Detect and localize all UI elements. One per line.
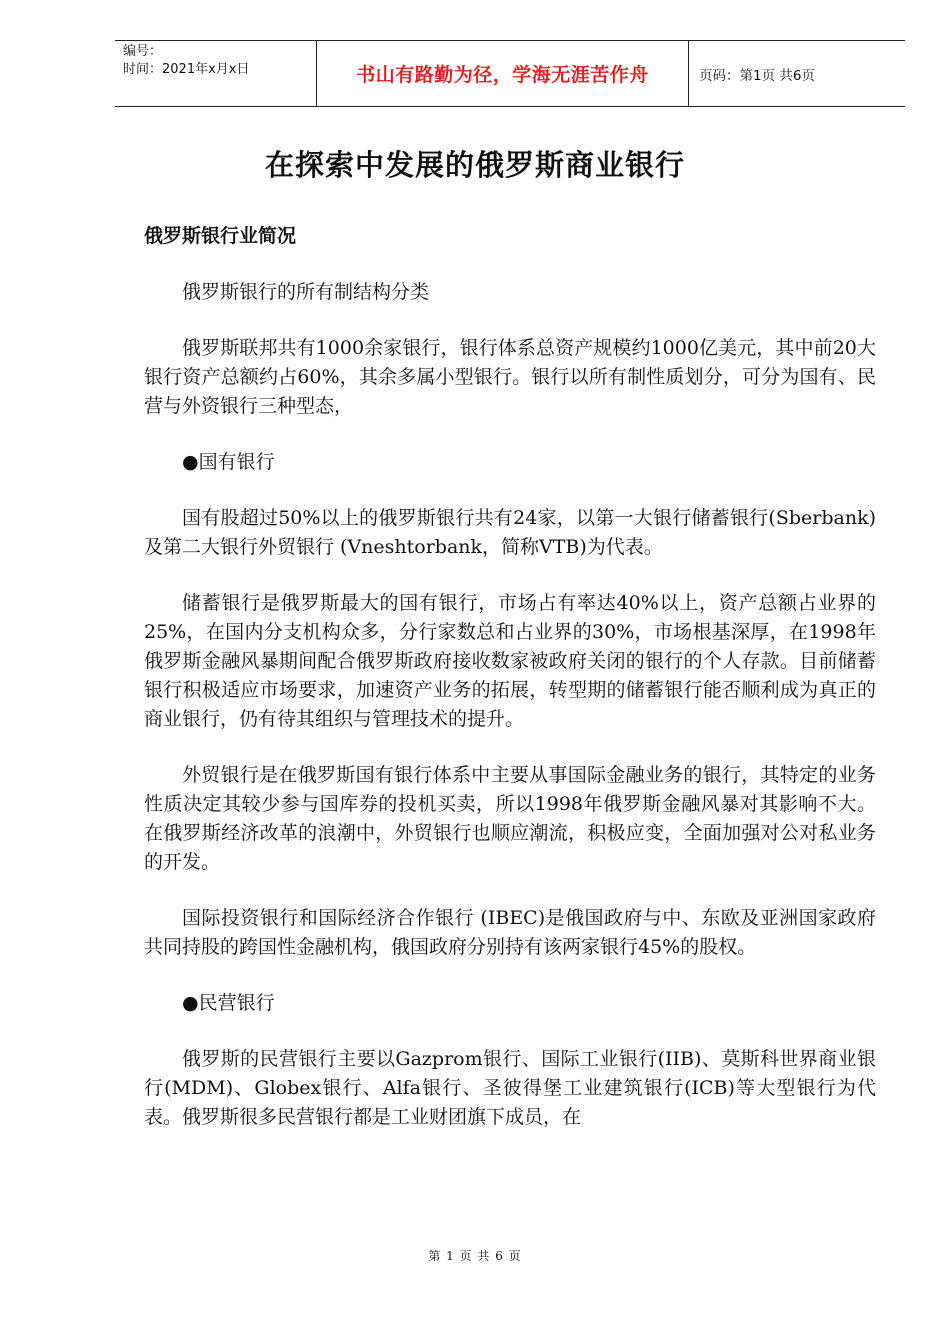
bullet-state-banks: ●国有银行 — [182, 451, 275, 473]
paragraph-vtb: 外贸银行是在俄罗斯国有银行体系中主要从事国际金融业务的银行，其特定的业务性质决定其较少参与国库券的投机买卖，所以1998年俄罗斯金融风暴对其影响不大。在俄罗斯经济改革的浪潮中，外贸银行也顺应潮流，积极应变，全面加强对公对私业务的开发。 — [144, 764, 876, 873]
header-table — [115, 40, 905, 107]
header-meta-cell — [115, 41, 317, 106]
paragraph-sberbank: 储蓄银行是俄罗斯最大的国有银行，市场占有率达40%以上，资产总额占业界的25%，在国内分支机构众多，分行家数总和占业界的30%，市场根基深厚，在1998年俄罗斯金融风暴期间配合俄罗斯政府接收数家被政府关闭的银行的个人存款。目前储蓄银行积极适应市场要求，加速资产业务的拓展，转型期的储蓄银行能否顺利成为真正的商业银行，仍有待其组织与管理技术的提升。 — [144, 592, 876, 730]
paragraph-ibec: 国际投资银行和国际经济合作银行 (IBEC)是俄国政府与中、东欧及亚洲国家政府共同持股的跨国性金融机构，俄国政府分别持有该两家银行45%的股权。 — [144, 907, 876, 958]
header-motto: 书山有路勤为径，学海无涯苦作舟 — [317, 41, 689, 106]
document-title: 在探索中发展的俄罗斯商业银行 — [264, 148, 685, 182]
document-number-label: 编号： — [123, 44, 163, 59]
paragraph-state-banks: 国有股超过50%以上的俄罗斯银行共有24家，以第一大银行储蓄银行(Sberbank)及第二大银行外贸银行 (Vneshtorbank，简称VTB)为代表。 — [144, 507, 876, 558]
document-time-label: 时间：2021年x月x日 — [123, 62, 250, 77]
paragraph-private-banks: 俄罗斯的民营银行主要以Gazprom银行、国际工业银行(IIB)、莫斯科世界商业银行(MDM)、Globex银行、Alfa银行、圣彼得堡工业建筑银行(ICB)等大型银行为代表。俄罗斯很多民营银行都是工业财团旗下成员，在 — [144, 1048, 876, 1128]
page-footer: 第 1 页 共 6 页 — [428, 1249, 522, 1263]
header-page-info: 页码：第1页 共6页 — [699, 67, 815, 84]
bullet-private-banks: ●民营银行 — [182, 992, 275, 1014]
document-body — [144, 222, 876, 1159]
paragraph-ownership-classification: 俄罗斯银行的所有制结构分类 — [182, 281, 430, 303]
paragraph-overview: 俄罗斯联邦共有1000余家银行，银行体系总资产规模约1000亿美元，其中前20大银行资产总额约占60%，其余多属小型银行。银行以所有制性质划分，可分为国有、民营与外资银行三种型态， — [144, 337, 876, 417]
section-heading: 俄罗斯银行业简况 — [144, 225, 297, 247]
